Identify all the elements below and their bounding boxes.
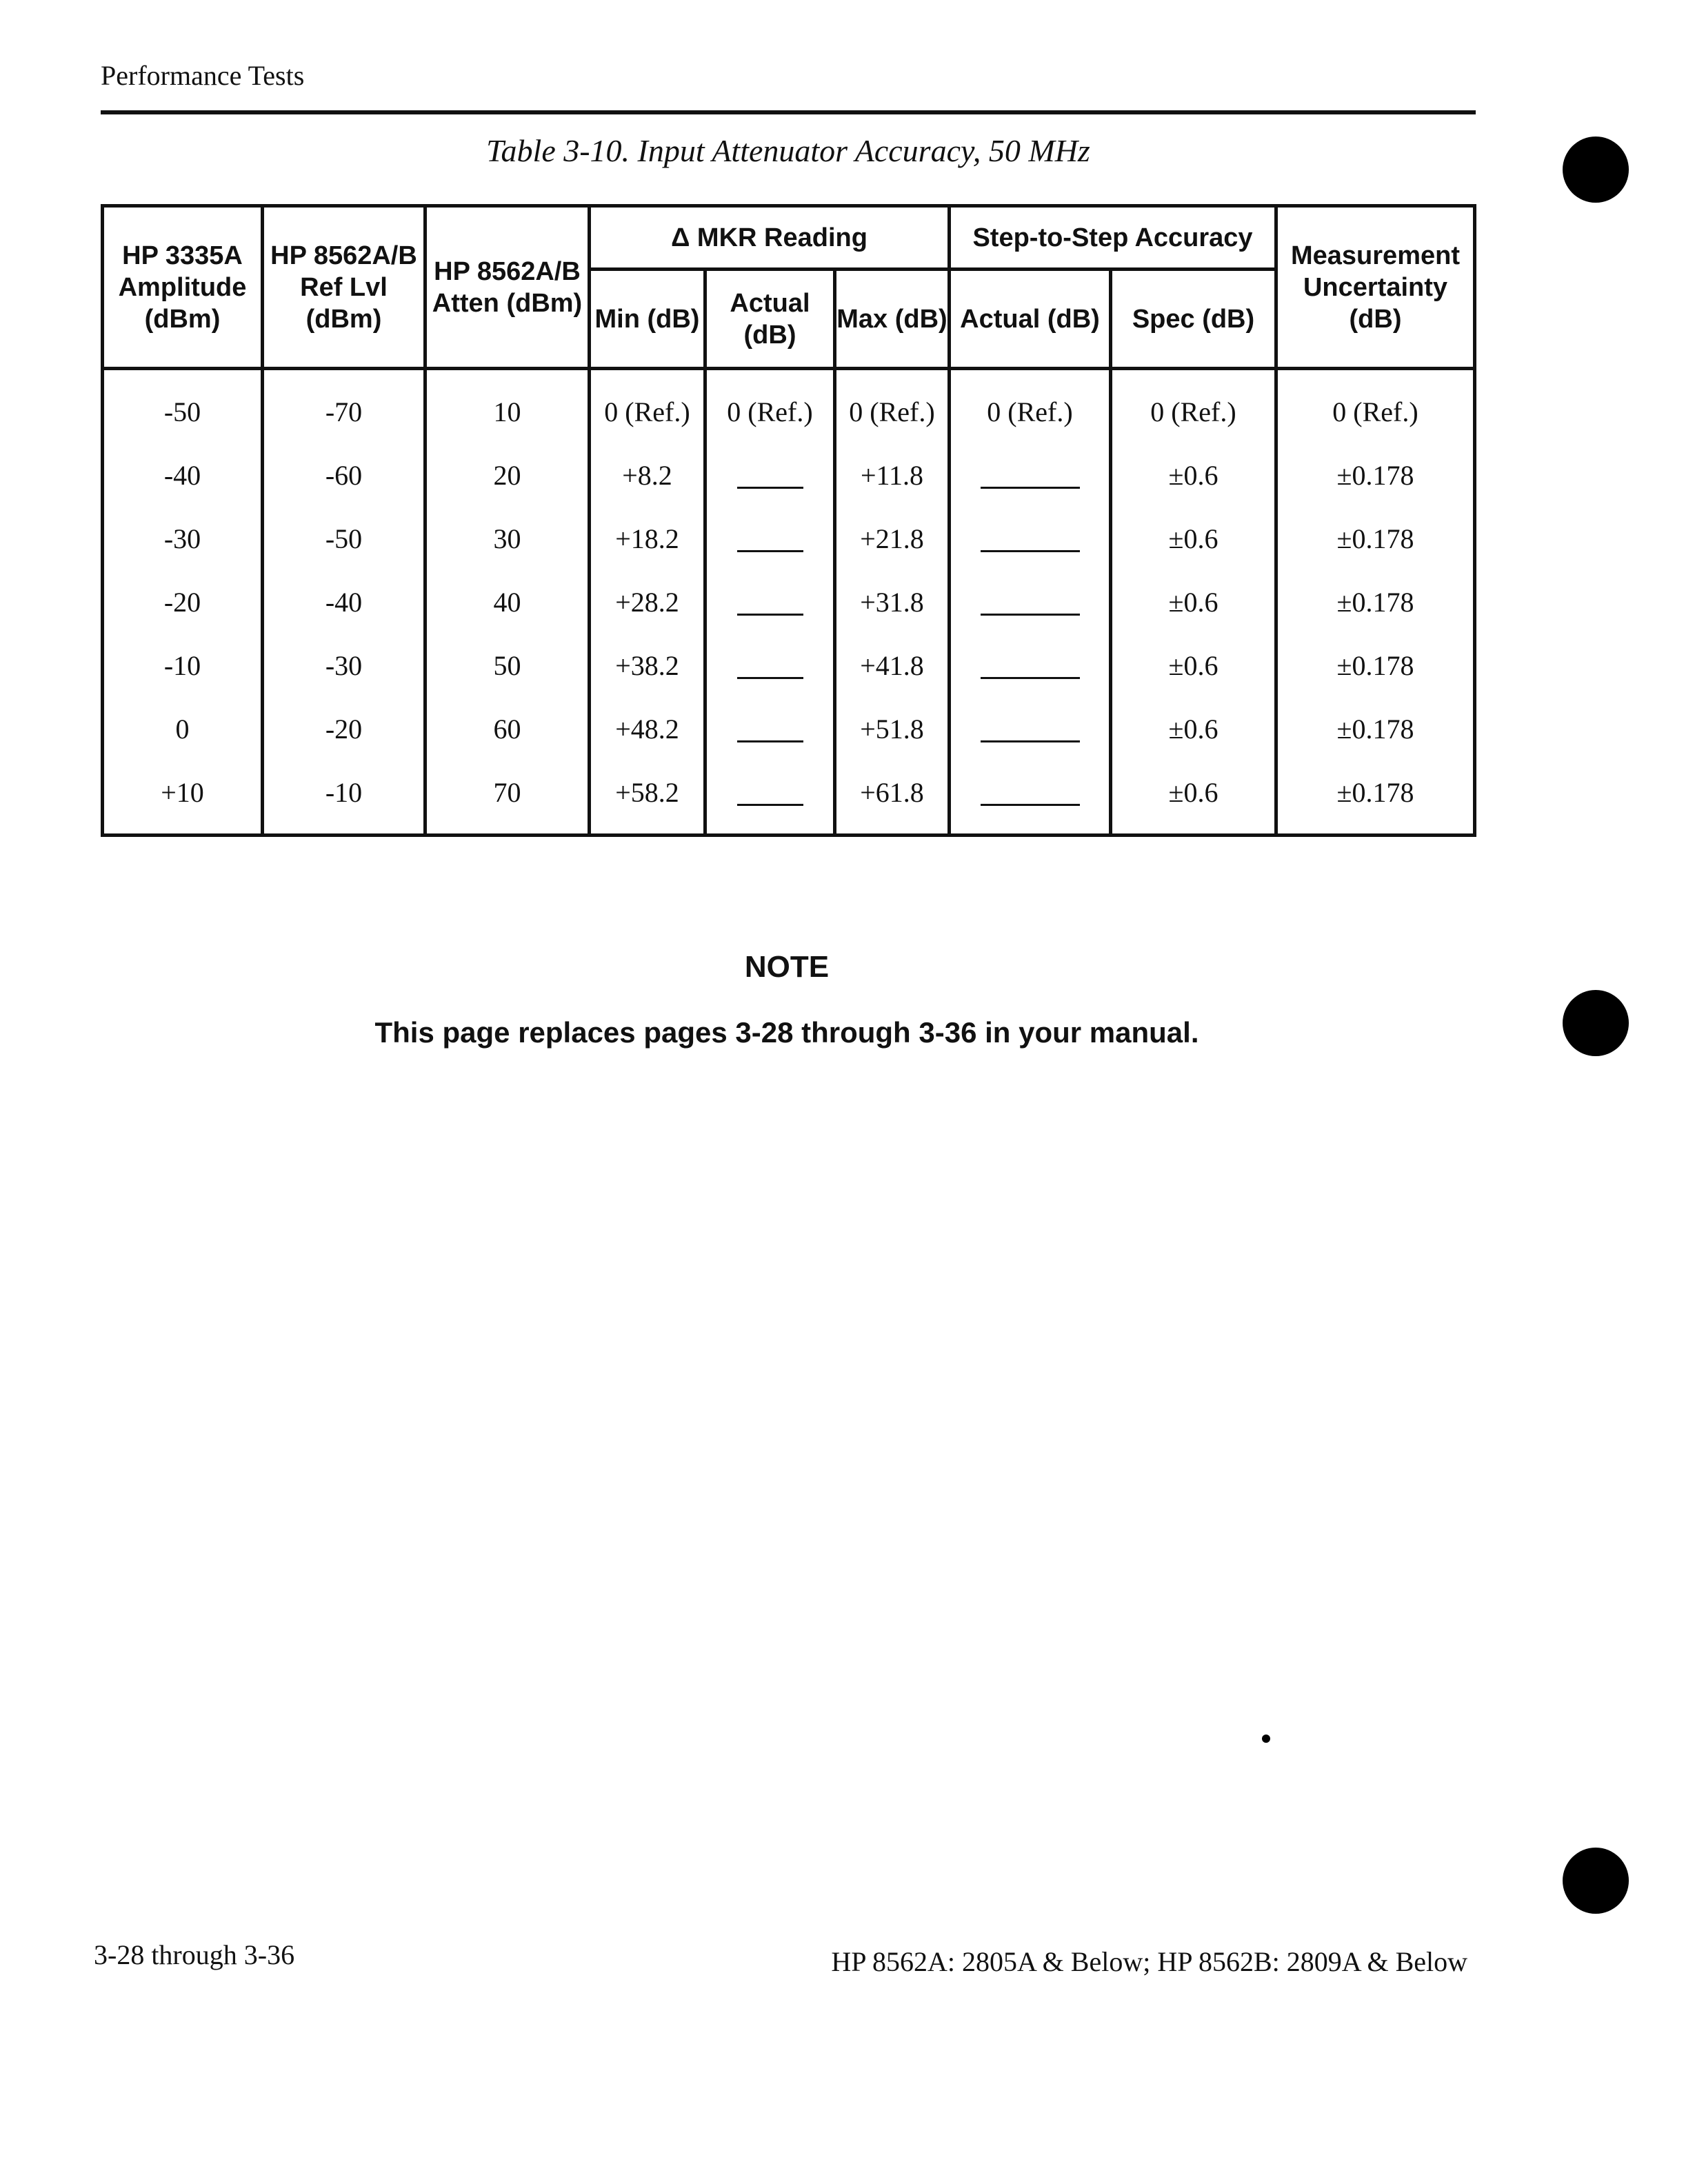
blank-entry-line xyxy=(737,804,803,806)
blank-entry-line xyxy=(981,804,1080,806)
cell-uncertainty: ±0.178 xyxy=(1276,634,1475,697)
col-amplitude: HP 3335A Amplitude (dBm) xyxy=(103,206,263,369)
col-step-spec: Spec (dB) xyxy=(1111,270,1276,369)
cell-ref-lvl: -60 xyxy=(263,443,425,507)
col-group-mkr-reading: Δ MKR Reading xyxy=(590,206,950,270)
cell-atten: 30 xyxy=(425,507,590,570)
cell-ref-lvl: -70 xyxy=(263,369,425,444)
cell-mkr-actual xyxy=(705,634,835,697)
cell-amplitude: -40 xyxy=(103,443,263,507)
note-title: NOTE xyxy=(744,950,830,984)
cell-step-actual xyxy=(950,697,1111,760)
cell-step-actual xyxy=(950,634,1111,697)
attenuator-accuracy-table xyxy=(101,204,1476,837)
cell-step-actual xyxy=(950,443,1111,507)
cell-uncertainty: 0 (Ref.) xyxy=(1276,369,1475,444)
cell-ref-lvl: -20 xyxy=(263,697,425,760)
cell-mkr-actual xyxy=(705,443,835,507)
table-row xyxy=(103,570,1475,634)
cell-mkr-min: +28.2 xyxy=(590,570,705,634)
cell-mkr-actual xyxy=(705,507,835,570)
cell-uncertainty: ±0.178 xyxy=(1276,570,1475,634)
cell-step-actual: 0 (Ref.) xyxy=(950,369,1111,444)
cell-amplitude: -10 xyxy=(103,634,263,697)
col-ref-lvl: HP 8562A/B Ref Lvl (dBm) xyxy=(263,206,425,369)
cell-mkr-max: 0 (Ref.) xyxy=(835,369,950,444)
cell-mkr-min: +18.2 xyxy=(590,507,705,570)
cell-mkr-min: +8.2 xyxy=(590,443,705,507)
cell-mkr-max: +41.8 xyxy=(835,634,950,697)
cell-mkr-actual xyxy=(705,570,835,634)
cell-mkr-max: +21.8 xyxy=(835,507,950,570)
cell-mkr-actual xyxy=(705,760,835,836)
table-row xyxy=(103,507,1475,570)
cell-mkr-max: +31.8 xyxy=(835,570,950,634)
blank-entry-line xyxy=(737,487,803,489)
cell-step-spec: ±0.6 xyxy=(1111,443,1276,507)
col-uncertainty: Measurement Uncertainty (dB) xyxy=(1276,206,1475,369)
cell-ref-lvl: -30 xyxy=(263,634,425,697)
cell-ref-lvl: -50 xyxy=(263,507,425,570)
cell-uncertainty: ±0.178 xyxy=(1276,697,1475,760)
cell-mkr-max: +61.8 xyxy=(835,760,950,836)
cell-uncertainty: ±0.178 xyxy=(1276,507,1475,570)
cell-step-spec: ±0.6 xyxy=(1111,570,1276,634)
cell-step-actual xyxy=(950,760,1111,836)
blank-entry-line xyxy=(737,614,803,616)
blank-entry-line xyxy=(981,677,1080,679)
cell-step-spec: 0 (Ref.) xyxy=(1111,369,1276,444)
col-step-actual: Actual (dB) xyxy=(950,270,1111,369)
binder-hole-top xyxy=(1563,136,1629,203)
col-mkr-min: Min (dB) xyxy=(590,270,705,369)
blank-entry-line xyxy=(737,550,803,552)
cell-step-spec: ±0.6 xyxy=(1111,634,1276,697)
binder-hole-bottom xyxy=(1563,1848,1629,1914)
blank-entry-line xyxy=(981,740,1080,742)
footer-applicability: HP 8562A: 2805A & Below; HP 8562B: 2809A & Below xyxy=(831,1946,1467,1977)
blank-entry-line xyxy=(737,677,803,679)
cell-mkr-min: 0 (Ref.) xyxy=(590,369,705,444)
table-row xyxy=(103,760,1475,836)
blank-entry-line xyxy=(981,487,1080,489)
cell-ref-lvl: -10 xyxy=(263,760,425,836)
cell-amplitude: +10 xyxy=(103,760,263,836)
table-row xyxy=(103,443,1475,507)
cell-atten: 40 xyxy=(425,570,590,634)
blank-entry-line xyxy=(981,550,1080,552)
cell-mkr-min: +38.2 xyxy=(590,634,705,697)
blank-entry-line xyxy=(981,614,1080,616)
cell-step-spec: ±0.6 xyxy=(1111,507,1276,570)
cell-step-actual xyxy=(950,570,1111,634)
cell-atten: 20 xyxy=(425,443,590,507)
col-group-step-accuracy: Step-to-Step Accuracy xyxy=(950,206,1276,270)
running-header: Performance Tests xyxy=(101,60,305,91)
scan-speck xyxy=(1262,1735,1270,1743)
table-row xyxy=(103,634,1475,697)
header-rule xyxy=(101,110,1476,114)
footer-page-range: 3-28 through 3-36 xyxy=(94,1939,295,1970)
cell-amplitude: -50 xyxy=(103,369,263,444)
cell-uncertainty: ±0.178 xyxy=(1276,760,1475,836)
cell-mkr-min: +48.2 xyxy=(590,697,705,760)
table-row xyxy=(103,369,1475,444)
cell-mkr-max: +51.8 xyxy=(835,697,950,760)
cell-amplitude: -20 xyxy=(103,570,263,634)
note-body: This page replaces pages 3-28 through 3-36 in your manual. xyxy=(374,1016,1199,1049)
cell-uncertainty: ±0.178 xyxy=(1276,443,1475,507)
cell-amplitude: 0 xyxy=(103,697,263,760)
table-body xyxy=(103,369,1475,836)
cell-step-spec: ±0.6 xyxy=(1111,697,1276,760)
blank-entry-line xyxy=(737,740,803,742)
cell-step-actual xyxy=(950,507,1111,570)
binder-hole-middle xyxy=(1563,990,1629,1056)
table-caption: Table 3-10. Input Attenuator Accuracy, 50 MHz xyxy=(486,133,1090,168)
cell-mkr-max: +11.8 xyxy=(835,443,950,507)
cell-atten: 60 xyxy=(425,697,590,760)
col-mkr-max: Max (dB) xyxy=(835,270,950,369)
cell-mkr-actual xyxy=(705,697,835,760)
cell-atten: 10 xyxy=(425,369,590,444)
cell-step-spec: ±0.6 xyxy=(1111,760,1276,836)
col-atten: HP 8562A/B Atten (dBm) xyxy=(425,206,590,369)
cell-amplitude: -30 xyxy=(103,507,263,570)
cell-mkr-actual: 0 (Ref.) xyxy=(705,369,835,444)
col-mkr-actual: Actual (dB) xyxy=(705,270,835,369)
cell-mkr-min: +58.2 xyxy=(590,760,705,836)
cell-atten: 50 xyxy=(425,634,590,697)
table-row xyxy=(103,697,1475,760)
cell-atten: 70 xyxy=(425,760,590,836)
cell-ref-lvl: -40 xyxy=(263,570,425,634)
